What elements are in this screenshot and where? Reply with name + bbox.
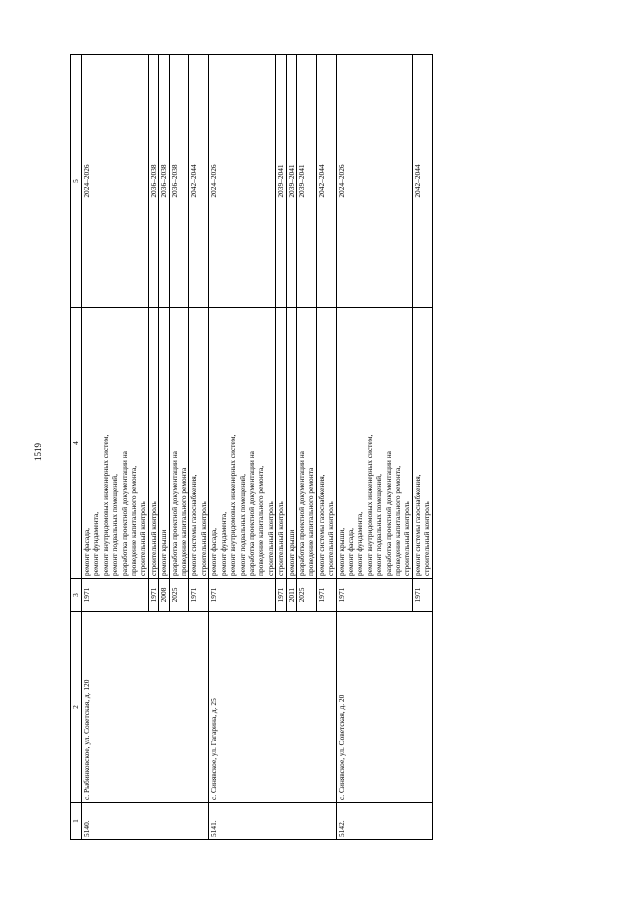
work-item: проведение капитального ремонта [179, 467, 189, 576]
row-year: 1971 [209, 579, 276, 612]
work-item: ремонт подвальных помещений, [374, 474, 384, 576]
row-year: 2025 [169, 579, 189, 612]
table-row [336, 55, 412, 840]
row-year: 1971 [412, 579, 432, 612]
header-row [71, 55, 82, 840]
row-year: 1971 [189, 579, 209, 612]
work-item: ремонт фасада, [82, 528, 91, 576]
work-item: ремонт системы газоснабжения, [316, 474, 326, 576]
work-item: строительный контроль [198, 501, 208, 576]
work-item: ремонт внутридомовых инженерных систем, [228, 434, 238, 576]
row-period: 2024–2026 [336, 55, 412, 308]
work-item: разработка проектной документации на [246, 451, 256, 576]
entry-address: с. Синявское, ул. Советская, д. 20 [336, 612, 432, 803]
row-period: 2024–2026 [82, 55, 149, 308]
work-item: ремонт фундамента, [91, 511, 101, 576]
row-works [82, 308, 149, 579]
work-item: проведение капитального ремонта, [393, 465, 402, 576]
work-item: ремонт крыши [159, 529, 169, 576]
rotated-table-wrapper [70, 80, 530, 840]
work-item: ремонт внутридомовых инженерных систем, [364, 434, 374, 576]
work-item: проведение капитального ремонта, [129, 465, 139, 576]
work-item: ремонт крыши [286, 529, 296, 576]
row-period: 2036–2038 [148, 55, 158, 308]
work-item: ремонт подвальных помещений, [110, 474, 120, 576]
capital-repair-table [70, 54, 433, 840]
work-item: строительный контроль [422, 501, 432, 576]
row-works [336, 308, 412, 579]
row-year: 1971 [336, 579, 412, 612]
work-item: ремонт фундамента, [355, 511, 365, 576]
work-item: строительный контроль [265, 501, 275, 576]
work-item: ремонт крыши, [336, 527, 346, 576]
row-period: 2042–2044 [412, 55, 432, 308]
work-item: разработка проектной документации на [383, 451, 393, 576]
work-item: разработка проектной документации на [119, 451, 129, 576]
entry-number: 5141. [209, 803, 336, 840]
row-works [316, 308, 336, 579]
row-year: 1971 [148, 579, 158, 612]
row-year: 1971 [276, 579, 286, 612]
row-year: 1971 [82, 579, 149, 612]
work-item: ремонт системы газоснабжения, [189, 474, 199, 576]
work-item: строительный контроль [138, 501, 148, 576]
row-period: 2039–2041 [296, 55, 316, 308]
row-period: 2024–2026 [209, 55, 276, 308]
work-item: проведение капитального ремонта, [256, 465, 266, 576]
column-header-2: 2 [71, 612, 82, 803]
column-header-1: 1 [71, 803, 82, 840]
row-works [148, 308, 158, 579]
row-works [276, 308, 286, 579]
work-item: ремонт внутридомовых инженерных систем, [100, 434, 110, 576]
row-year: 1971 [316, 579, 336, 612]
row-period: 2039–2041 [276, 55, 286, 308]
work-item: разработка проектной документации на [296, 451, 306, 576]
row-period: 2036–2038 [159, 55, 169, 308]
row-year: 2008 [159, 579, 169, 612]
row-works [209, 308, 276, 579]
row-works [189, 308, 209, 579]
column-header-4: 4 [71, 308, 82, 579]
work-item: ремонт фасада, [345, 528, 355, 576]
work-item: проведение капитального ремонта [306, 467, 316, 576]
work-item: строительный контроль [326, 501, 336, 576]
table-row [82, 55, 149, 840]
row-year: 2025 [296, 579, 316, 612]
row-period: 2042–2044 [189, 55, 209, 308]
row-works [169, 308, 189, 579]
row-works [286, 308, 296, 579]
entry-address: с. Синявское, ул. Гагарина, д. 25 [209, 612, 336, 803]
column-header-5: 5 [71, 55, 82, 308]
work-item: ремонт фасада, [209, 528, 219, 576]
work-item: ремонт фундамента, [218, 511, 228, 576]
entry-number: 5142. [336, 803, 432, 840]
row-period: 2042–2044 [316, 55, 336, 308]
row-period: 2039–2041 [286, 55, 296, 308]
row-works [296, 308, 316, 579]
work-item: ремонт подвальных помещений, [237, 474, 247, 576]
row-year: 2011 [286, 579, 296, 612]
work-item: строительный контроль [148, 501, 158, 576]
table-body [82, 55, 433, 840]
row-works [159, 308, 169, 579]
table-row [209, 55, 276, 840]
work-item: разработка проектной документации на [169, 451, 179, 576]
entry-address: с. Рыбинковское, ул. Советская, д. 120 [82, 612, 209, 803]
work-item: ремонт системы газоснабжения, [412, 474, 422, 576]
entry-number: 5140. [82, 803, 209, 840]
page-number: 1519 [33, 443, 43, 461]
row-period: 2036–2038 [169, 55, 189, 308]
work-item: строительный контроль [276, 501, 286, 576]
row-works [412, 308, 432, 579]
column-header-3: 3 [71, 579, 82, 612]
work-item: строительный контроль [402, 501, 412, 576]
